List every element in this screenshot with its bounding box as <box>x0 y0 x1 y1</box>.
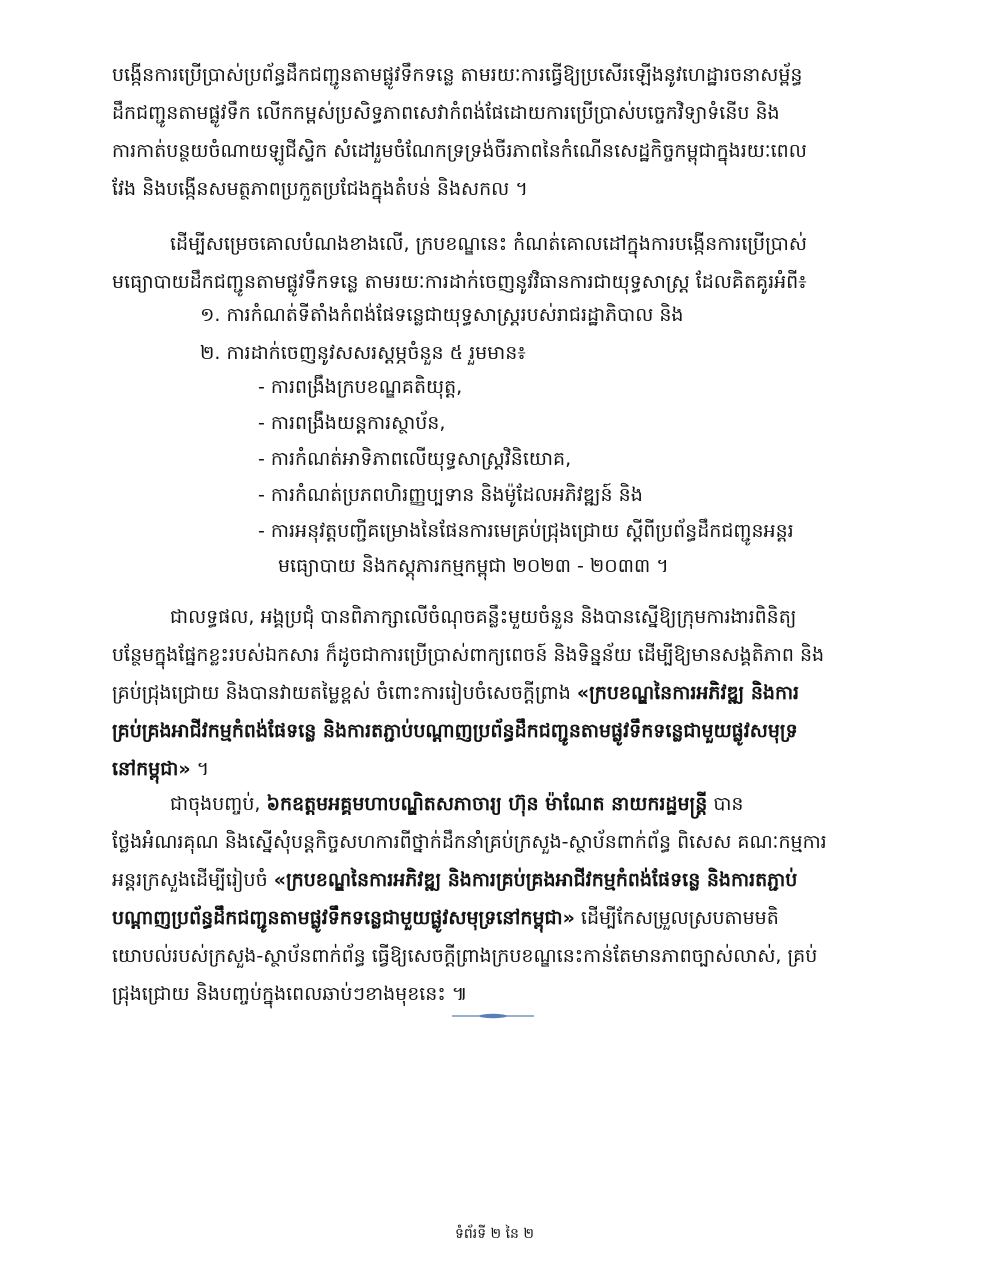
bullet-item: - ការកំណត់ប្រភពហិរញ្ញប្បទាន និងម៉ូដែលអភិវឌ្ឍន៍ និង <box>258 484 643 506</box>
page-number: ទំព័រទី ២ នៃ ២ <box>455 1226 534 1242</box>
paragraph-line <box>112 674 882 712</box>
paragraph-text: ដើម្បីកែសម្រួលស្របតាមមតិ <box>574 907 779 929</box>
paragraph-line: ដឹកជញ្ជូនតាមផ្លូវទឹក លើកកម្ពស់ប្រសិទ្ធភាពសេវាកំពង់ផែដោយការប្រើប្រាស់បច្ចេកវិទ្យាទំនើប និង <box>112 102 780 124</box>
paragraph-line <box>112 861 882 899</box>
document-title-quote: នៅកម្ពុជា» <box>112 758 191 780</box>
bullet-item-continuation: មធ្យោបាយ និងកស្តុភារកម្មកម្ពុជា ២០២៣ - ២០៣៣ ។ <box>278 555 669 577</box>
document-title-quote: «ក្របខណ្ឌនៃការអភិវឌ្ឍ និងការ <box>576 682 800 704</box>
paragraph-line <box>112 899 882 937</box>
document-title-quote: គ្រប់គ្រងអាជីវកម្មកំពង់ផែទន្លេ និងការតភ្ជាប់បណ្តាញប្រព័ន្ធដឹកជញ្ជូនតាមផ្លូវទឹកទន្លេជាមួយផ្លូវសមុទ្រ <box>112 720 798 742</box>
paragraph-line: យោបល់របស់ក្រសួង-ស្ថាប័នពាក់ព័ន្ធ ធ្វើឱ្យសេចក្តីព្រាងក្របខណ្ឌនេះកាន់តែមានភាពច្បាស់លាស់, គ្រប់ <box>112 945 818 967</box>
paragraph-1 <box>112 56 882 208</box>
ornamental-divider <box>452 1013 534 1019</box>
paragraph-line: ជ្រុងជ្រោយ និងបញ្ចប់ក្នុងពេលឆាប់ៗខាងមុខនេះ ៕ <box>112 983 468 1005</box>
paragraph-line: វែង និងបង្កើនសមត្ថភាពប្រកួតប្រជែងក្នុងតំបន់ និងសកល ។ <box>112 178 528 200</box>
bullet-item: - ការកំណត់អាទិភាពលើយុទ្ធសាស្ត្រវិនិយោគ, <box>258 448 572 470</box>
paragraph-text: ជាចុងបញ្ចប់, <box>170 793 267 815</box>
paragraph-line: មធ្យោបាយដឹកជញ្ជូនតាមផ្លូវទឹកទន្លេ តាមរយៈការដាក់ចេញនូវវិធានការជាយុទ្ធសាស្ត្រ ដែលគិតគូរអំពី៖ <box>112 271 807 293</box>
paragraph-3 <box>112 598 882 788</box>
numbered-item-1: ១. ការកំណត់ទីតាំងកំពង់ផែទន្លេជាយុទ្ធសាស្ត្ររបស់រាជរដ្ឋាភិបាល និង <box>200 304 684 326</box>
document-title-quote: បណ្តាញប្រព័ន្ធដឹកជញ្ជូនតាមផ្លូវទឹកទន្លេជាមួយផ្លូវសមុទ្រនៅកម្ពុជា» <box>112 907 575 929</box>
bullet-item: - ការអនុវត្តបញ្ជីគម្រោងនៃផែនការមេគ្រប់ជ្រុងជ្រោយ ស្តីពីប្រព័ន្ធដឹកជញ្ជូនអន្តរ <box>258 520 794 542</box>
paragraph-text: គ្រប់ជ្រុងជ្រោយ និងបានវាយតម្លៃខ្ពស់ ចំពោះការរៀបចំសេចក្តីព្រាង <box>112 682 577 704</box>
paragraph-line <box>112 750 882 788</box>
numbered-item-2: ២. ការដាក់ចេញនូវសសរស្តម្ភចំនួន ៥ រួមមាន៖ <box>200 342 526 364</box>
paragraph-line: ដើម្បីសម្រេចគោលបំណងខាងលើ, ក្របខណ្ឌនេះ កំណត់គោលដៅក្នុងការបង្កើនការប្រើប្រាស់ <box>170 233 807 255</box>
paragraph-line <box>112 785 882 823</box>
paragraph-4 <box>112 785 882 1013</box>
bullet-item: - ការពង្រឹងក្របខណ្ឌគតិយុត្ត, <box>258 376 463 398</box>
bullet-item: - ការពង្រឹងយន្តការស្ថាប័ន, <box>258 412 446 434</box>
paragraph-text: ។ <box>190 758 210 780</box>
paragraph-line: ជាលទ្ធផល, អង្គប្រជុំ បានពិភាក្សាលើចំណុចគន្លឹះមួយចំនួន និងបានស្នើឱ្យក្រុមការងារពិនិត្យ <box>170 606 797 628</box>
document-title-quote: «ក្របខណ្ឌនៃការអភិវឌ្ឍ និងការគ្រប់គ្រងអាជីវកម្មកំពង់ផែទន្លេ និងការតភ្ជាប់ <box>273 869 798 891</box>
paragraph-line: បន្ថែមក្នុងផ្នែកខ្លះរបស់ឯកសារ ក៏ដូចជាការប្រើប្រាស់ពាក្យពេចន៍ និងទិន្នន័យ ដើម្បីឱ្យមានសង្គតិភាព និង <box>112 644 825 666</box>
prime-minister-title: ៦កឧត្តមអគ្គមហាបណ្ឌិតសភាចារ្យ ហ៊ុន ម៉ាណែត នាយករដ្ឋមន្ត្រី <box>266 793 708 815</box>
paragraph-line: បង្កើនការប្រើប្រាស់ប្រព័ន្ធដឹកជញ្ជូនតាមផ្លូវទឹកទន្លេ តាមរយៈការធ្វើឱ្យប្រសើរឡើងនូវហេដ្ឋារចនាសម្ព័ន្ធ <box>112 64 803 86</box>
paragraph-2 <box>112 225 882 301</box>
paragraph-line: ការកាត់បន្ថយចំណាយឡូជីស្ទិក សំដៅរួមចំណែកទ្រទ្រង់ចីរភាពនៃកំណើនសេដ្ឋកិច្ចកម្ពុជាក្នុងរយៈពេល <box>112 140 807 162</box>
paragraph-text: បាន <box>707 793 744 815</box>
paragraph-line: ថ្លែងអំណរគុណ និងស្នើសុំបន្តកិច្ចសហការពីថ្នាក់ដឹកនាំគ្រប់ក្រសួង-ស្ថាប័នពាក់ព័ន្ធ ពិសេស គណៈកម្មការ <box>112 831 827 853</box>
paragraph-text: អន្តរក្រសួងដើម្បីរៀបចំ <box>112 869 274 891</box>
